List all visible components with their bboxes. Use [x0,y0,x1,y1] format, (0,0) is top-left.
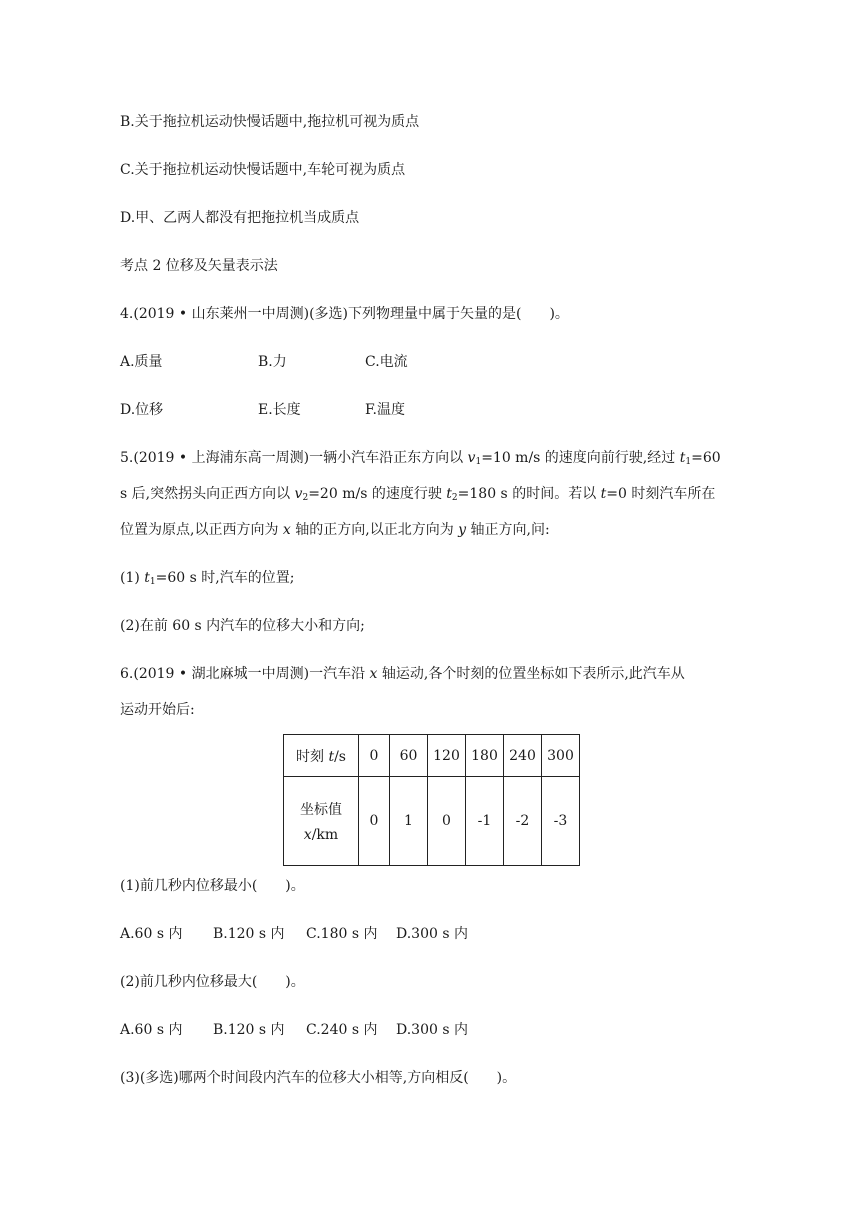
q4-stem: 4.(2019 • 山东莱州一中周测)(多选)下列物理量中属于矢量的是( )。 [120,306,569,322]
q6-line-1: 6.(2019 • 湖北麻城一中周测)一汽车沿 x 轴运动,各个时刻的位置坐标如下表所示,此汽车从 [120,666,685,682]
q5-line-2: s 后,突然拐头向正西方向以 $v_2=20$ m/s 的速度行驶 $t_2=180$ s 的时间。若以 t=0 时刻汽车所在 [120,486,716,503]
q6-sub-2: (2)前几秒内位移最大( )。 [120,974,305,990]
time-cell: 60 [390,735,428,777]
time-header: 时刻 t/s [284,735,359,777]
coord-cell: 0 [428,777,466,866]
option-b-text: B.关于拖拉机运动快慢话题中,拖拉机可视为质点 [120,114,420,130]
time-cell: 180 [466,735,504,777]
q4-option-f: F.温度 [365,402,405,418]
time-cell: 300 [542,735,580,777]
q4-option-c: C.电流 [365,354,408,370]
coord-header: 坐标值 x/km [284,777,359,866]
q6-sub1-option-d: D.300 s 内 [396,926,468,942]
q6-sub1-option-a: A.60 s 内 [120,926,183,942]
q4-option-a: A.质量 [120,354,163,370]
q4-option-e: E.长度 [258,402,301,418]
position-table [283,734,580,866]
coord-cell: 0 [359,777,390,866]
q4-option-d: D.位移 [120,402,164,418]
coord-row [284,777,580,866]
q6-sub2-option-c: C.240 s 内 [306,1022,378,1038]
q4-option-b: B.力 [258,354,287,370]
q6-sub2-option-d: D.300 s 内 [396,1022,468,1038]
q6-line-2: 运动开始后: [120,702,195,718]
q6-sub-3: (3)(多选)哪两个时间段内汽车的位移大小相等,方向相反( )。 [120,1070,517,1086]
q6-sub-1: (1)前几秒内位移最小( )。 [120,878,305,894]
q6-sub1-option-b: B.120 s 内 [213,926,285,942]
time-row [284,735,580,777]
section-heading: 考点 2 位移及矢量表示法 [120,258,278,274]
option-d-text: D.甲、乙两人都没有把拖拉机当成质点 [120,210,360,226]
q6-sub2-option-a: A.60 s 内 [120,1022,183,1038]
coord-cell: -1 [466,777,504,866]
q5-line-3: 位置为原点,以正西方向为 x 轴的正方向,以正北方向为 y 轴正方向,问: [120,522,550,538]
time-cell: 240 [504,735,542,777]
q6-sub2-option-b: B.120 s 内 [213,1022,285,1038]
option-c-text: C.关于拖拉机运动快慢话题中,车轮可视为质点 [120,162,406,178]
coord-cell: 1 [390,777,428,866]
time-cell: 0 [359,735,390,777]
q5-part-1: (1) $t_1=60$ s 时,汽车的位置; [120,570,295,587]
q5-part-2: (2)在前 60 s 内汽车的位移大小和方向; [120,618,365,634]
time-cell: 120 [428,735,466,777]
coord-cell: -3 [542,777,580,866]
q6-sub1-option-c: C.180 s 内 [306,926,378,942]
coord-cell: -2 [504,777,542,866]
q5-line-1: 5.(2019 • 上海浦东高一周测)一辆小汽车沿正东方向以 $v_1=10$ m/s 的速度向前行驶,经过 $t_1=60$ [120,450,721,467]
